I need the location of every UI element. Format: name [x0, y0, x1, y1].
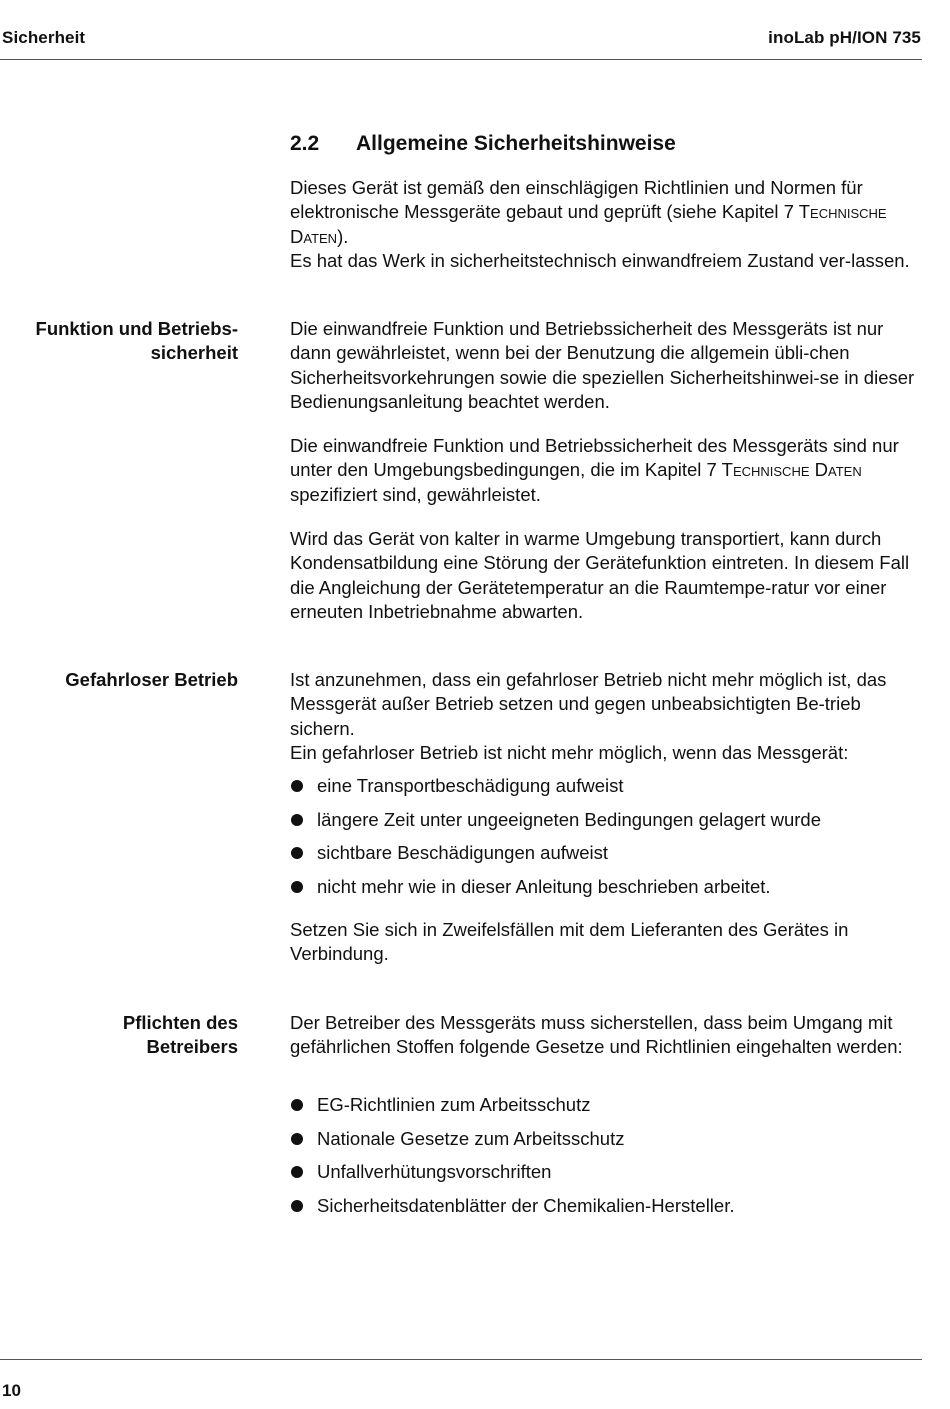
funktion-p2-end: spezifiziert sind, gewährleistet. — [290, 483, 541, 505]
bullet-icon — [291, 881, 303, 893]
pflichten-paragraph-1: Der Betreiber des Messgeräts muss sicherstellen, dass beim Umgang mit gefährlichen Stoffen folgende Gesetze und Richtlinien eingehalten werden: — [290, 1012, 903, 1058]
running-header-section: Sicherheit — [2, 28, 86, 47]
list-item — [290, 1093, 734, 1127]
side-label-gefahrlos: Gefahrloser Betrieb — [65, 669, 238, 690]
list-item-text: EG-Richtlinien zum Arbeitsschutz — [317, 1094, 591, 1115]
list-item — [290, 808, 821, 842]
gefahrlos-bullet-list — [290, 774, 821, 908]
gefahrlos-paragraph-3: Setzen Sie sich in Zweifelsfällen mit dem Lieferanten des Gerätes in Verbindung. — [290, 919, 849, 965]
list-item-text: Unfallverhütungsvorschriften — [317, 1161, 552, 1182]
list-item — [290, 875, 821, 909]
funktion-p2-text: Die einwandfreie Funktion und Betriebssicherheit des Messgeräts sind nur unter den Umgebungsbedingungen, die im Kapitel — [290, 435, 899, 481]
list-item-text: nicht mehr wie in dieser Anleitung beschrieben arbeitet. — [317, 875, 771, 897]
bullet-icon — [291, 1200, 303, 1212]
bullet-icon — [291, 1099, 303, 1111]
list-item — [290, 841, 821, 875]
bullet-icon — [291, 780, 303, 792]
footer-divider — [0, 1359, 922, 1360]
list-item-text: eine Transportbeschädigung aufweist — [317, 775, 624, 796]
list-item-text: Sicherheitsdatenblätter der Chemikalien-Hersteller. — [317, 1194, 735, 1216]
pflichten-bullet-list — [290, 1093, 734, 1227]
funktion-paragraph-1: Die einwandfreie Funktion und Betriebssicherheit des Messgeräts ist nur dann gewährleistet, wenn bei der Benutzung die allgemein übli-chen Sicherheitsvorkehrungen sowie die speziellen Sicherheitshinwei-se in dieser Bedienungsanleitung beachtet werden. — [290, 318, 915, 412]
list-item-text: Nationale Gesetze zum Arbeitsschutz — [317, 1127, 625, 1149]
list-item-text: sichtbare Beschädigungen aufweist — [317, 842, 609, 863]
list-item — [290, 1194, 734, 1228]
list-item-text: längere Zeit unter ungeeigneten Bedingungen gelagert wurde — [317, 808, 821, 830]
list-item — [290, 774, 821, 808]
list-item — [290, 1127, 734, 1161]
bullet-icon — [291, 1166, 303, 1178]
bullet-icon — [291, 847, 303, 859]
intro-chapter-ref: 7 Technische Daten — [290, 201, 887, 247]
section-title: Allgemeine Sicherheitshinweise — [356, 132, 676, 155]
bullet-icon — [291, 814, 303, 826]
funktion-chapter-ref: 7 Technische Daten — [706, 459, 862, 481]
funktion-paragraph-3: Wird das Gerät von kalter in warme Umgebung transportiert, kann durch Kondensatbildung eine Störung der Gerätefunktion eintreten. In diesem Fall die Angleichung der Gerätetemperatur an die Raumtempe-ratur vor einer erneuten Inbetriebnahme abwarten. — [290, 528, 910, 622]
side-label-funktion: Funktion und Betriebs- sicherheit — [35, 318, 238, 364]
section-number: 2.2 — [290, 132, 320, 155]
bullet-icon — [291, 1133, 303, 1145]
intro-text: Dieses Gerät ist gemäß den einschlägigen Richtlinien und Normen für elektronische Messgeräte gebaut und geprüft (siehe Kapitel — [290, 177, 863, 223]
gefahrlos-paragraph-1: Ist anzunehmen, dass ein gefahrloser Betrieb nicht mehr möglich ist, das Messgerät außer Betrieb setzen und gegen unbeabsichtigten Be-trieb sichern. — [290, 669, 887, 739]
running-header-product: inoLab pH/ION 735 — [768, 28, 921, 47]
intro-ref-end: ). — [337, 225, 349, 247]
section-heading — [290, 132, 676, 156]
header-divider — [0, 59, 922, 60]
page-number: 10 — [2, 1381, 21, 1400]
intro-paragraph — [290, 176, 925, 273]
list-item — [290, 1160, 734, 1194]
funktion-paragraph-2 — [290, 434, 925, 507]
side-label-pflichten: Pflichten des Betreibers — [122, 1012, 238, 1058]
gefahrlos-paragraph-2: Ein gefahrloser Betrieb ist nicht mehr möglich, wenn das Messgerät: — [290, 742, 849, 763]
intro-text-2: Es hat das Werk in sicherheitstechnisch einwandfreiem Zustand ver-lassen. — [290, 249, 910, 271]
